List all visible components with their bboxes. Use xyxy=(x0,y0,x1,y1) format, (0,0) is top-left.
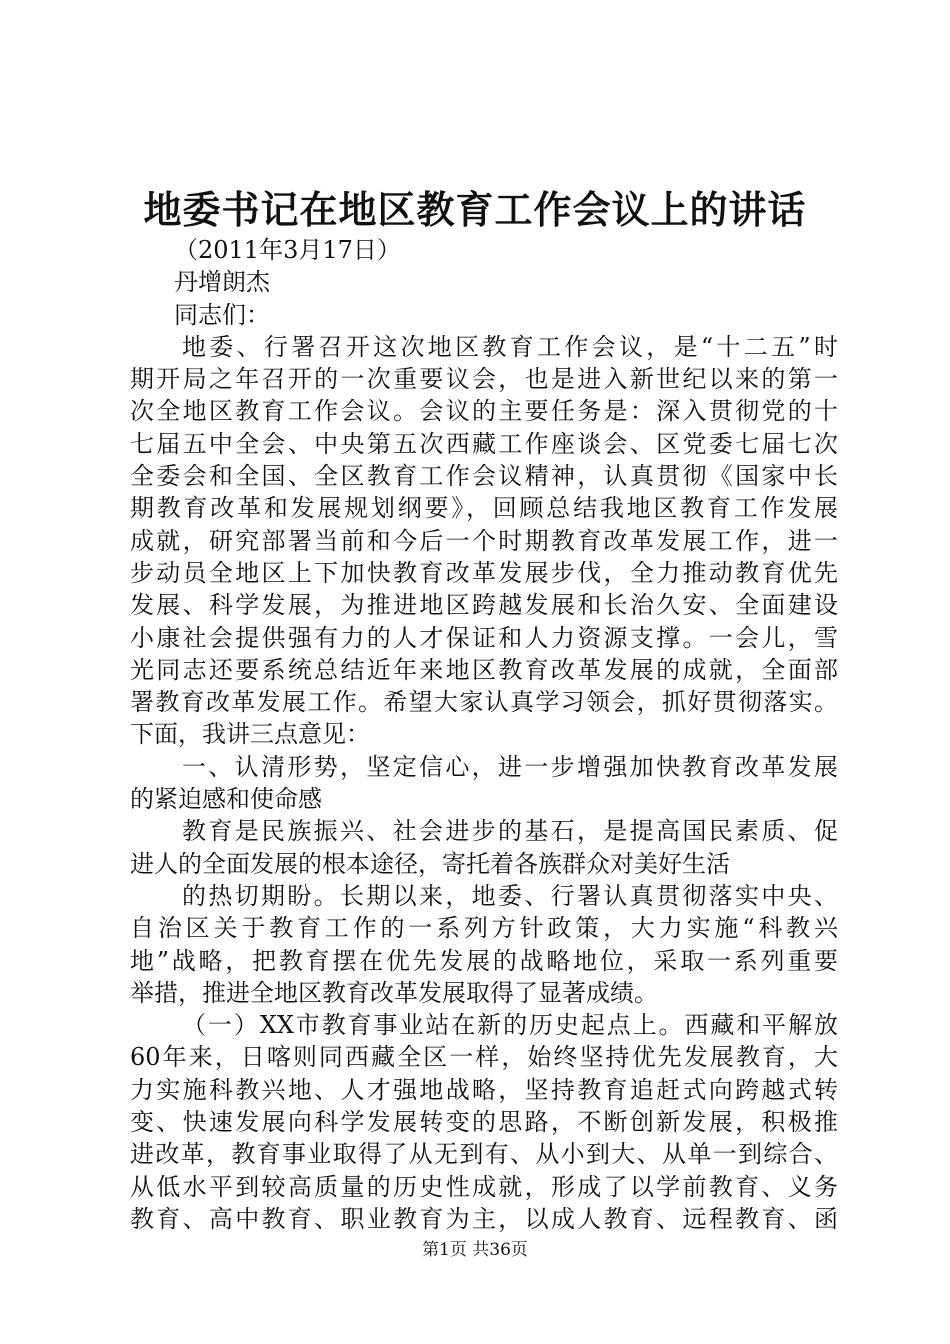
text-line: 丹增朗杰 xyxy=(174,268,270,297)
text-line: 力实施科教兴地、人才强地战略，坚持教育追赶式向跨越式转 xyxy=(130,1075,838,1104)
text-line: 举措，推进全地区教育改革发展取得了显著成绩。 xyxy=(130,978,658,1007)
text-line: 次全地区教育工作会议。会议的主要任务是：深入贯彻党的十 xyxy=(130,397,838,426)
text-line: 发展、科学发展，为推进地区跨越发展和长治久安、全面建设 xyxy=(130,591,838,620)
text-line: 期教育改革和发展规划纲要》，回顾总结我地区教育工作发展 xyxy=(130,494,838,523)
text-line: 一、认清形势，坚定信心，进一步增强加快教育改革发展 xyxy=(182,752,838,781)
document-title: 地委书记在地区教育工作会议上的讲话 xyxy=(143,187,807,232)
text-line: 教育是民族振兴、社会进步的基石，是提高国民素质、促 xyxy=(182,817,838,846)
text-line: 的紧迫感和使命感 xyxy=(130,785,322,814)
document-body xyxy=(130,234,838,1235)
text-line: 全委会和全国、全区教育工作会议精神，认真贯彻《国家中长 xyxy=(130,462,838,491)
text-line: 小康社会提供强有力的人才保证和人力资源支撑。一会儿，雪 xyxy=(130,623,838,652)
text-line: 进改革，教育事业取得了从无到有、从小到大、从单一到综合、 xyxy=(130,1140,838,1169)
text-line: 从低水平到较高质量的历史性成就，形成了以学前教育、义务 xyxy=(130,1172,838,1201)
page-footer: 第1页 共36页 xyxy=(422,1240,528,1260)
text-line: 步动员全地区上下加快教育改革发展步伐，全力推动教育优先 xyxy=(130,558,838,587)
text-line: 地委、行署召开这次地区教育工作会议，是“十二五”时 xyxy=(182,332,838,361)
text-line: 下面，我讲三点意见： xyxy=(130,720,370,749)
text-line: 地”战略，把教育摆在优先发展的战略地位，采取一系列重要 xyxy=(130,946,838,975)
text-line: （2011年3月17日） xyxy=(174,236,401,264)
text-line: 期开局之年召开的一次重要议会，也是进入新世纪以来的第一 xyxy=(130,365,838,394)
text-line: 光同志还要系统总结近年来地区教育改革发展的成就，全面部 xyxy=(130,655,838,684)
text-line: 进人的全面发展的根本途径，寄托着各族群众对美好生活 xyxy=(130,849,730,878)
text-line: 同志们： xyxy=(174,300,270,329)
text-line: 署教育改革发展工作。希望大家认真学习领会，抓好贯彻落实。 xyxy=(130,688,838,717)
text-line: 变、快速发展向科学发展转变的思路，不断创新发展，积极推 xyxy=(130,1108,838,1137)
text-line: 七届五中全会、中央第五次西藏工作座谈会、区党委七届七次 xyxy=(130,429,838,458)
text-line: （一）XX市教育事业站在新的历史起点上。西藏和平解放 xyxy=(182,1011,838,1040)
text-line: 成就，研究部署当前和今后一个时期教育改革发展工作，进一 xyxy=(130,526,838,555)
text-line: 60年来，日喀则同西藏全区一样，始终坚持优先发展教育，大 xyxy=(130,1043,838,1072)
text-line: 的热切期盼。长期以来，地委、行署认真贯彻落实中央、 xyxy=(182,881,838,910)
text-line: 自治区关于教育工作的一系列方针政策，大力实施“科教兴 xyxy=(130,914,838,943)
text-line: 教育、高中教育、职业教育为主，以成人教育、远程教育、函 xyxy=(130,1204,838,1233)
